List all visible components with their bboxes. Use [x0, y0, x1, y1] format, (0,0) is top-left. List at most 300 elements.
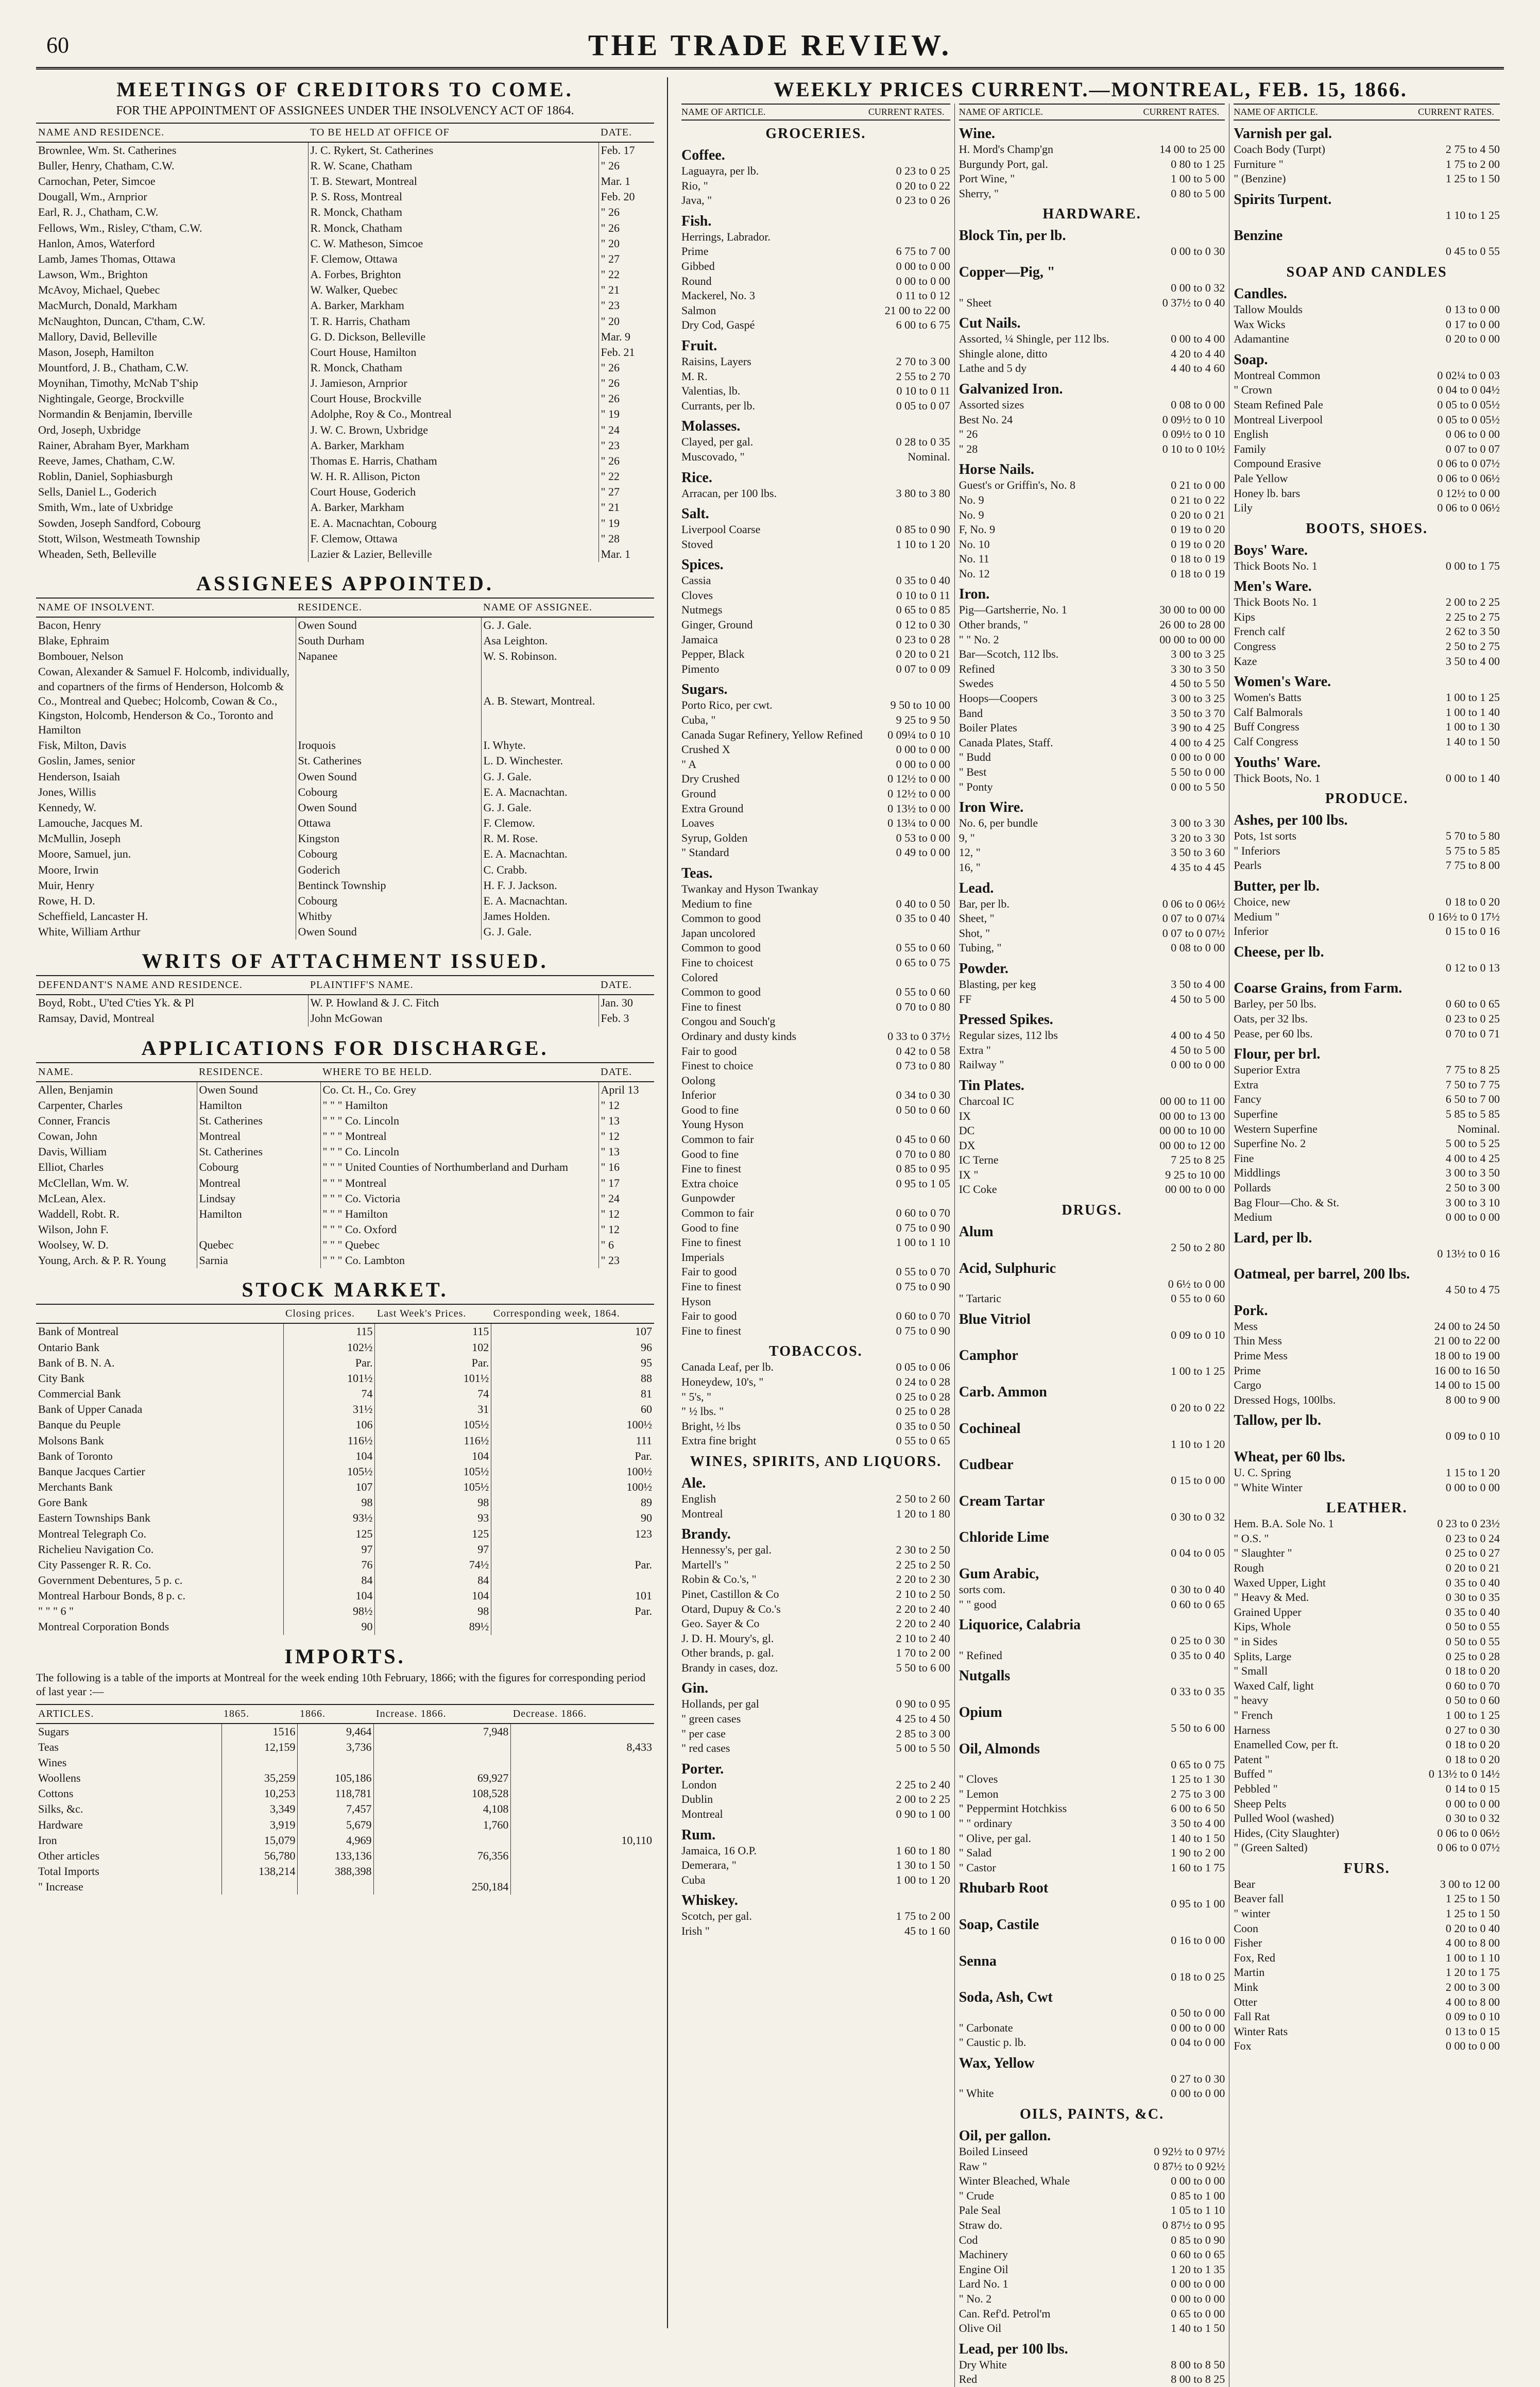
item-rate: 4 00 to 4 25: [1445, 1151, 1500, 1165]
price-item: [681, 1265, 950, 1280]
price-item: [1234, 1136, 1500, 1151]
price-columns: [677, 104, 1504, 2387]
price-item: [1234, 398, 1500, 413]
price-category: Women's Ware.: [1234, 674, 1331, 690]
price-item: [959, 1182, 1225, 1197]
price-item: [1234, 771, 1500, 786]
item-rate: 0 06 to 0 06½: [1162, 897, 1225, 910]
price-category: Camphor: [959, 1348, 1018, 1364]
price-category: Tallow, per lb.: [1234, 1412, 1321, 1429]
item-rate: 0 00 to 0 00: [1445, 2039, 1500, 2053]
stock-row-cell: 84: [375, 1573, 491, 1588]
item-name: French calf: [1234, 625, 1285, 638]
price-item: [681, 1191, 950, 1206]
price-item: [1234, 829, 1500, 844]
assignee-row-cell: G. J. Gale.: [481, 617, 654, 633]
item-name: Canada Plates, Staff.: [959, 736, 1053, 749]
item-rate: 0 00 to 0 30: [1171, 245, 1225, 258]
item-name: Medium ": [1234, 910, 1280, 923]
assignee-row-cell: Napanee: [296, 649, 481, 664]
item-rate: 2 20 to 2 30: [896, 1573, 950, 1586]
meeting-row: [36, 453, 654, 469]
item-name: Oolong: [681, 1073, 715, 1087]
item-name: 12, ": [959, 846, 981, 859]
item-name: " 26: [959, 428, 978, 441]
item-rate: 3 50 to 3 70: [1171, 706, 1225, 720]
item-name: " " No. 2: [959, 633, 999, 646]
writ-row-cell: Feb. 3: [598, 1011, 654, 1026]
item-rate: 0 07 to 0 09: [896, 662, 950, 675]
price-item: [681, 882, 950, 897]
assignee-row-cell: Fisk, Milton, Davis: [38, 739, 127, 752]
meeting-row-cell: " 26: [598, 376, 654, 391]
stock-row-cell: [491, 1542, 654, 1557]
item-rate: 0 02¼ to 0 03: [1437, 368, 1500, 382]
assignee-row: [36, 617, 654, 633]
discharge-row-cell: Owen Sound: [197, 1082, 320, 1098]
import-row-cell: [374, 1833, 511, 1848]
price-category: Blue Vitriol: [959, 1311, 1031, 1327]
price-item: [681, 1616, 950, 1631]
meeting-row-cell: R. Monck, Chatham: [308, 360, 598, 376]
price-category: Cudbear: [959, 1457, 1014, 1473]
item-name: Demerara, ": [681, 1859, 737, 1872]
discharge-row-cell: " " " Quebec: [320, 1237, 598, 1253]
price-category: TOBACCOS.: [769, 1343, 863, 1360]
item-rate: 0 65 to 0 75: [896, 956, 950, 969]
item-name: Beaver fall: [1234, 1892, 1284, 1905]
item-rate: 0 23 to 0 25: [1445, 1012, 1500, 1025]
assignee-row-cell: E. A. Macnachtan.: [481, 785, 654, 800]
price-category: Wheat, per 60 lbs.: [1234, 1449, 1345, 1465]
writ-row-cell: Boyd, Robt., U'ted C'ties Yk. & Pl: [38, 996, 194, 1010]
item-rate: 0 13 to 0 15: [1445, 2024, 1500, 2038]
item-rate: 0 70 to 0 80: [896, 1147, 950, 1161]
columns: [36, 77, 1504, 2386]
price-item: [959, 845, 1225, 860]
price-item: [1234, 1840, 1500, 1855]
item-name: Shingle alone, ditto: [959, 347, 1048, 360]
item-name: Prime Mess: [1234, 1349, 1288, 1362]
price-item: [681, 1741, 950, 1756]
item-name: Pepper, Black: [681, 647, 745, 661]
item-rate: 0 30 to 0 32: [1171, 1510, 1225, 1523]
price-item: [959, 911, 1225, 926]
stock-row-cell: 104: [283, 1448, 375, 1464]
item-rate: 0 6½ to 0 00: [1168, 1277, 1225, 1290]
item-name: No. 10: [959, 537, 990, 551]
item-name: Mess: [1234, 1319, 1258, 1333]
item-rate: 9 50 to 10 00: [890, 698, 950, 712]
item-rate: 0 92½ to 0 97½: [1154, 2145, 1225, 2158]
stock-row: [36, 1573, 654, 1588]
stock-row-cell: 89½: [375, 1619, 491, 1634]
item-name: Common to fair: [681, 1133, 754, 1146]
price-category: Coarse Grains, from Farm.: [1234, 980, 1402, 997]
price-item: [681, 941, 950, 956]
item-rate: 0 05 to 0 05½: [1437, 398, 1500, 411]
item-rate: 0 06 to 0 07½: [1437, 457, 1500, 470]
newspaper-page: [36, 21, 1504, 2386]
assignee-row: [36, 862, 654, 878]
item-name: F, No. 9: [959, 523, 996, 536]
item-name: Inferior: [681, 1088, 716, 1102]
item-rate: 2 20 to 2 40: [896, 1602, 950, 1615]
item-rate: 3 80 to 3 80: [896, 486, 950, 500]
meeting-row-cell: " 20: [598, 236, 654, 251]
price-category: Varnish per gal.: [1234, 126, 1332, 142]
price-item: [959, 1058, 1225, 1072]
item-name: Extra fine bright: [681, 1434, 757, 1447]
price-item: [681, 573, 950, 588]
discharge-row-cell: " 24: [598, 1191, 654, 1206]
stock-row-cell: 115: [283, 1323, 375, 1339]
item-rate: 5 50 to 6 00: [896, 1661, 950, 1674]
item-rate: 9 25 to 9 50: [896, 713, 950, 727]
item-name: Can. Ref'd. Petrol'm: [959, 2307, 1051, 2320]
import-row-cell: 10,253: [221, 1786, 298, 1801]
item-rate: 8 00 to 8 25: [1171, 2373, 1225, 2386]
item-rate: 14 00 to 25 00: [1159, 143, 1225, 156]
import-row-cell: [298, 1879, 374, 1895]
item-name: " Slaughter ": [1234, 1546, 1292, 1560]
item-name: English: [1234, 428, 1269, 441]
discharge-row-cell: " " " Co. Oxford: [320, 1222, 598, 1237]
item-rate: 0 13½ to 0 00: [887, 802, 950, 815]
meeting-row-cell: W. Walker, Quebec: [308, 282, 598, 298]
item-name: [1234, 208, 1412, 223]
item-rate: 0 75 to 0 90: [896, 1280, 950, 1293]
price-item: [959, 2021, 1225, 2036]
item-rate: 0 09½ to 0 10: [1162, 413, 1225, 426]
price-item: [681, 1924, 950, 1939]
item-rate: 26 00 to 28 00: [1159, 618, 1225, 632]
item-name: " Crown: [1234, 383, 1272, 397]
price-item: [681, 1324, 950, 1339]
item-name: sorts com.: [959, 1583, 1006, 1596]
price-item: [959, 1816, 1225, 1831]
item-name: Band: [959, 706, 983, 720]
price-item: [959, 633, 1225, 647]
meeting-row-cell: " 26: [598, 360, 654, 376]
item-name: Lily: [1234, 501, 1253, 515]
stock-row-cell: 100½: [491, 1417, 654, 1433]
price-item: [959, 1970, 1225, 1985]
discharge-row-cell: Woolsey, W. D.: [38, 1238, 109, 1252]
stock-row: [36, 1448, 654, 1464]
price-item: [1234, 427, 1500, 442]
discharge-row-cell: Hamilton: [197, 1098, 320, 1113]
item-name: " Castor: [959, 1861, 996, 1874]
price-item: [959, 1138, 1225, 1153]
price-column-3: [1229, 104, 1504, 2387]
import-row-cell: Iron: [38, 1833, 57, 1847]
price-item: [681, 1587, 950, 1602]
meeting-row-cell: " 20: [598, 314, 654, 329]
item-rate: [863, 1191, 950, 1206]
price-item: [959, 618, 1225, 633]
import-row-cell: 138,214: [221, 1864, 298, 1879]
item-rate: 0 10 to 0 11: [896, 384, 950, 398]
item-rate: 0 09 to 0 10: [1445, 2010, 1500, 2023]
price-category: HARDWARE.: [1042, 206, 1141, 223]
meeting-row-cell: Roblin, Daniel, Sophiasburgh: [38, 470, 173, 483]
price-item: [1234, 1516, 1500, 1531]
price-category: Oatmeal, per barrel, 200 lbs.: [1234, 1266, 1410, 1283]
price-item: [681, 288, 950, 303]
item-name: Imperials: [681, 1250, 725, 1264]
item-name: Common to good: [681, 912, 761, 925]
price-item: [681, 1044, 950, 1059]
price-item: [1234, 1723, 1500, 1738]
item-name: Salmon: [681, 303, 716, 317]
price-item: [681, 1404, 950, 1419]
item-name: " Standard: [681, 846, 729, 859]
stock-row: [36, 1371, 654, 1386]
stock-row-cell: 104: [375, 1448, 491, 1464]
price-category: Copper—Pig, ": [959, 264, 1055, 280]
price-item: [959, 736, 1225, 751]
item-rate: 0 13¼ to 0 00: [887, 816, 950, 830]
meeting-row-cell: " 21: [598, 500, 654, 515]
import-row-cell: Teas: [38, 1740, 59, 1753]
item-name: Mackerel, No. 3: [681, 289, 755, 302]
item-rate: 0 09 to 0 10: [1171, 1328, 1225, 1341]
item-rate: 0 90 to 1 00: [896, 1808, 950, 1821]
price-item: [959, 1684, 1225, 1699]
discharge-row-cell: " 17: [598, 1175, 654, 1191]
item-rate: 0 04 to 0 05: [1171, 1546, 1225, 1560]
item-name: Good to fine: [681, 1147, 739, 1161]
left-column: [36, 77, 654, 2328]
item-name: 16, ": [959, 860, 981, 874]
price-item: [1234, 1980, 1500, 1995]
item-rate: 0 09¼ to 0 10: [887, 728, 950, 741]
item-name: Scotch, per gal.: [681, 1909, 752, 1923]
item-rate: 0 27 to 0 30: [1445, 1723, 1500, 1736]
item-name: Port Wine, ": [959, 172, 1015, 185]
price-item: [1234, 1378, 1500, 1393]
price-item: [681, 1162, 950, 1177]
meeting-row: [36, 531, 654, 547]
item-name: Crushed X: [681, 743, 730, 756]
item-rate: 2 50 to 2 75: [1445, 640, 1500, 653]
item-name: [959, 1437, 1138, 1452]
item-name: Kaze: [1234, 654, 1257, 668]
price-item: [959, 1094, 1225, 1109]
price-category: Rhubarb Root: [959, 1880, 1049, 1897]
import-row-cell: [374, 1864, 511, 1879]
price-category: Ashes, per 100 lbs.: [1234, 812, 1348, 829]
item-rate: 0 00 to 0 00: [1445, 1210, 1500, 1224]
item-name: Common to fair: [681, 1206, 754, 1220]
meeting-row: [36, 236, 654, 251]
meeting-row-cell: " 24: [598, 422, 654, 438]
stock-row: [36, 1588, 654, 1604]
item-rate: 0 87½ to 0 95: [1162, 2219, 1225, 2232]
item-rate: 2 75 to 4 50: [1445, 143, 1500, 156]
meeting-row-cell: Normandin & Benjamin, Iberville: [38, 407, 193, 421]
price-category: Lead, per 100 lbs.: [959, 2341, 1068, 2357]
item-name: Clayed, per gal.: [681, 435, 754, 449]
stock-row: [36, 1495, 654, 1510]
item-name: Nutmegs: [681, 603, 723, 617]
item-name: Pearls: [1234, 859, 1262, 872]
price-item: [959, 1401, 1225, 1416]
meeting-row-cell: Sowden, Joseph Sandford, Cobourg: [38, 516, 201, 530]
item-name: " Heavy & Med.: [1234, 1591, 1309, 1604]
price-item: [681, 588, 950, 603]
price-item: [681, 1250, 950, 1265]
price-item: [1234, 1210, 1500, 1225]
price-header: [681, 104, 950, 121]
item-rate: 1 25 to 1 50: [1445, 1892, 1500, 1905]
price-item: [959, 2262, 1225, 2277]
item-name: Dry White: [959, 2358, 1007, 2371]
import-row-cell: [511, 1817, 654, 1833]
item-name: Syrup, Golden: [681, 831, 748, 844]
stock-row-cell: Government Debentures, 5 p. c.: [38, 1573, 183, 1587]
item-name: " White Winter: [1234, 1480, 1303, 1494]
item-name: " (Green Salted): [1234, 1841, 1308, 1854]
item-name: Shot, ": [959, 926, 990, 940]
item-rate: 16 00 to 16 50: [1434, 1363, 1500, 1377]
col-header: DEFENDANT'S NAME AND RESIDENCE.: [36, 976, 308, 995]
price-item: [959, 1897, 1225, 1912]
meeting-row-cell: " 23: [598, 438, 654, 453]
item-rate: 0 23 to 0 24: [1445, 1531, 1500, 1545]
price-item: [681, 772, 950, 787]
item-name: English: [681, 1492, 716, 1505]
item-name: Thick Boots No. 1: [1234, 595, 1317, 609]
item-name: Cod: [959, 2233, 978, 2246]
item-name: No. 9: [959, 493, 984, 506]
item-name: [1234, 244, 1412, 259]
item-rate: 4 00 to 4 50: [1171, 1029, 1225, 1042]
item-rate: 0 75 to 0 90: [896, 1221, 950, 1234]
item-rate: 0 05 to 0 07: [896, 399, 950, 412]
item-rate: 0 19 to 0 20: [1171, 537, 1225, 551]
price-item: [959, 780, 1225, 795]
meeting-row-cell: Mar. 1: [598, 547, 654, 562]
import-row-cell: [221, 1879, 298, 1895]
price-item: [681, 193, 950, 208]
stock-row-cell: 100½: [491, 1464, 654, 1479]
item-name: Dry Cod, Gaspé: [681, 318, 755, 332]
item-name: Congou and Souch'g: [681, 1015, 776, 1028]
assignee-row: [36, 800, 654, 815]
stock-row-cell: " " " 6 ": [38, 1605, 74, 1618]
import-row-cell: 69,927: [374, 1770, 511, 1786]
price-item: [1234, 501, 1500, 516]
price-item: [959, 537, 1225, 552]
item-rate: 0 00 to 1 40: [1445, 771, 1500, 785]
price-item: [1234, 2009, 1500, 2024]
price-item: [1234, 639, 1500, 654]
item-rate: 0 06 to 0 06½: [1437, 471, 1500, 485]
stock-row: [36, 1526, 654, 1542]
item-rate: 0 35 to 0 50: [896, 1419, 950, 1433]
item-name: Blasting, per keg: [959, 977, 1036, 991]
item-rate: 5 00 to 5 50: [896, 1742, 950, 1755]
price-item: [1234, 2024, 1500, 2039]
stock-row-cell: 101½: [283, 1371, 375, 1386]
item-rate: 0 40 to 0 50: [896, 897, 950, 910]
price-item: [681, 1602, 950, 1617]
item-rate: 21 00 to 22 00: [884, 303, 950, 317]
item-name: IX ": [959, 1168, 979, 1181]
item-rate: 6 50 to 7 00: [1445, 1093, 1500, 1106]
assignee-row: [36, 909, 654, 924]
meeting-row-cell: Thomas E. Harris, Chatham: [308, 453, 598, 469]
assignee-row-cell: Cobourg: [296, 846, 481, 862]
price-item: [1234, 1936, 1500, 1951]
meeting-row-cell: T. B. Stewart, Montreal: [308, 174, 598, 189]
stock-row-cell: 107: [491, 1323, 654, 1339]
item-name: Medium to fine: [681, 897, 752, 910]
price-item: [959, 603, 1225, 618]
price-category: Soap.: [1234, 351, 1268, 368]
stock-title: STOCK MARKET.: [242, 1278, 449, 1302]
price-item: [959, 2247, 1225, 2262]
price-category: Senna: [959, 1953, 997, 1969]
price-item: [681, 1661, 950, 1676]
item-name: Superfine: [1234, 1107, 1278, 1120]
price-item: [681, 787, 950, 802]
item-name: Ordinary and dusty kinds: [681, 1029, 797, 1043]
discharge-row-cell: " 12: [598, 1222, 654, 1237]
meeting-row-cell: P. S. Ross, Montreal: [308, 189, 598, 204]
item-name: Thick Boots No. 1: [1234, 559, 1317, 572]
item-rate: 00 00 to 00 00: [1159, 633, 1225, 646]
import-row-cell: 108,528: [374, 1786, 511, 1801]
item-name: " Budd: [959, 751, 991, 764]
price-item: [681, 1360, 950, 1375]
price-item: [681, 1206, 950, 1221]
price-category: Brandy.: [681, 1526, 731, 1543]
price-column-2: [955, 104, 1230, 2387]
item-rate: 1 75 to 2 00: [1445, 157, 1500, 170]
meeting-row-cell: Mountford, J. B., Chatham, C.W.: [38, 361, 189, 374]
import-row-cell: 8,433: [511, 1740, 654, 1755]
item-rate: 0 23 to 0 23½: [1437, 1517, 1500, 1530]
meeting-row-cell: Nightingale, George, Brockville: [38, 392, 184, 405]
item-name: Other brands, ": [959, 618, 1028, 632]
price-category: FURS.: [1343, 1860, 1390, 1877]
item-name: Bag Flour—Cho. & St.: [1234, 1196, 1340, 1209]
price-item: [1234, 332, 1500, 347]
price-item: [959, 1787, 1225, 1802]
price-item: [959, 977, 1225, 992]
item-rate: 3 00 to 3 30: [1171, 816, 1225, 830]
item-rate: 3 50 to 4 00: [1171, 977, 1225, 991]
meeting-row-cell: Mallory, David, Belleville: [38, 330, 157, 343]
item-name: [959, 2072, 1138, 2087]
discharge-row: [36, 1129, 654, 1144]
item-rate: 0 18 to 0 20: [1445, 1738, 1500, 1751]
price-category: Fish.: [681, 213, 712, 229]
item-rate: 0 09½ to 0 10: [1162, 428, 1225, 441]
stock-row-cell: 104: [375, 1588, 491, 1604]
item-name: Porto Rico, per cwt.: [681, 698, 773, 712]
item-name: [1234, 1283, 1412, 1298]
item-rate: 0 50 to 0 00: [1171, 2006, 1225, 2020]
price-category: Iron Wire.: [959, 799, 1024, 816]
assignee-row-cell: Lamouche, Jacques M.: [38, 816, 143, 830]
item-name: Patent ": [1234, 1752, 1270, 1766]
discharge-row: [36, 1175, 654, 1191]
price-item: [681, 1492, 950, 1507]
